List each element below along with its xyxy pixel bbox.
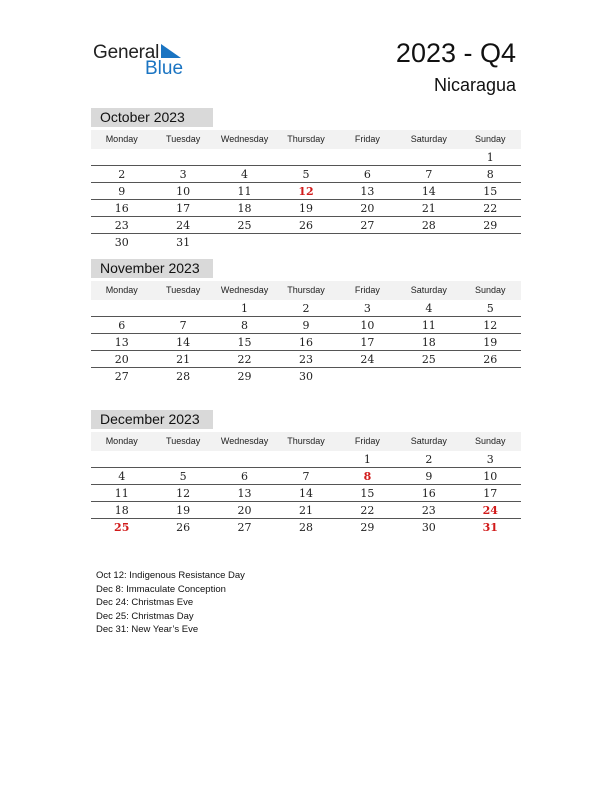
- day-cell: 5: [486, 302, 494, 315]
- day-cell: 24: [482, 504, 498, 517]
- day-cell: 2: [118, 168, 126, 181]
- day-cell: 19: [483, 336, 498, 349]
- day-cell: 20: [360, 202, 375, 215]
- empty-day-cell: [152, 300, 213, 316]
- empty-day-cell: [91, 451, 152, 467]
- day-cell: 24: [176, 219, 191, 232]
- holiday-note: Oct 12: Indigenous Resistance Day: [96, 570, 245, 581]
- weekday-header: Saturday: [410, 436, 447, 446]
- day-cell: 8: [486, 168, 494, 181]
- day-cell: 13: [237, 487, 252, 500]
- day-cell: 26: [298, 219, 313, 232]
- month-december: [91, 410, 521, 535]
- day-cell: 3: [179, 168, 187, 181]
- empty-day-cell: [275, 451, 336, 467]
- week-row: [91, 217, 521, 234]
- weekday-header: Monday: [105, 436, 138, 446]
- weekday-header: Wednesday: [220, 285, 269, 295]
- day-cell: 1: [486, 151, 494, 164]
- day-cell: 18: [237, 202, 252, 215]
- day-cell: 7: [302, 470, 310, 483]
- month-title: October 2023: [91, 108, 213, 127]
- day-cell: 3: [363, 302, 371, 315]
- weekday-header: Wednesday: [220, 134, 269, 144]
- holiday-note: Dec 24: Christmas Eve: [96, 597, 194, 608]
- day-cell: 22: [483, 202, 498, 215]
- day-cell: 15: [483, 185, 498, 198]
- day-cell: 18: [421, 336, 436, 349]
- empty-day-cell: [275, 234, 336, 250]
- day-cell: 28: [176, 370, 191, 383]
- day-cell: 22: [360, 504, 375, 517]
- empty-day-cell: [275, 149, 336, 165]
- day-cell: 11: [237, 185, 252, 198]
- week-row: [91, 300, 521, 317]
- day-cell: 21: [176, 353, 191, 366]
- weekday-header: Sunday: [474, 436, 506, 446]
- empty-day-cell: [214, 234, 275, 250]
- day-cell: 8: [241, 319, 249, 332]
- day-cell: 6: [363, 168, 371, 181]
- day-cell: 4: [425, 302, 433, 315]
- day-cell: 1: [363, 453, 371, 466]
- day-cell: 26: [483, 353, 498, 366]
- empty-day-cell: [91, 149, 152, 165]
- logo-text-general: General: [93, 42, 160, 63]
- day-cell: 4: [118, 470, 126, 483]
- day-cell: 17: [176, 202, 191, 215]
- week-row: [91, 368, 521, 384]
- day-cell: 11: [421, 319, 436, 332]
- day-cell: 13: [360, 185, 375, 198]
- day-cell: 2: [425, 453, 433, 466]
- day-cell: 20: [114, 353, 129, 366]
- day-cell: 23: [421, 504, 436, 517]
- day-cell: 15: [237, 336, 252, 349]
- empty-day-cell: [398, 149, 459, 165]
- day-cell: 27: [360, 219, 375, 232]
- day-cell: 17: [483, 487, 498, 500]
- empty-day-cell: [214, 149, 275, 165]
- weekday-header-row: [91, 432, 521, 451]
- weekday-header-row: [91, 281, 521, 300]
- day-cell: 24: [360, 353, 375, 366]
- day-cell: 6: [118, 319, 126, 332]
- day-cell: 26: [176, 521, 191, 534]
- day-cell: 15: [360, 487, 375, 500]
- weekday-header: Thursday: [287, 134, 325, 144]
- week-row: [91, 334, 521, 351]
- day-cell: 9: [302, 319, 310, 332]
- day-cell: 7: [179, 319, 187, 332]
- weekday-header: Monday: [105, 134, 138, 144]
- weekday-header: Sunday: [474, 285, 506, 295]
- week-row: [91, 234, 521, 250]
- day-cell: 31: [482, 521, 498, 534]
- day-cell: 14: [421, 185, 436, 198]
- day-cell: 12: [298, 185, 314, 198]
- logo-text-blue: Blue: [145, 58, 184, 79]
- day-cell: 7: [425, 168, 433, 181]
- weekday-header: Friday: [354, 436, 380, 446]
- day-cell: 29: [360, 521, 375, 534]
- day-cell: 23: [114, 219, 129, 232]
- month-title: December 2023: [91, 410, 213, 429]
- month-title: November 2023: [91, 259, 213, 278]
- holiday-note: Dec 31: New Year’s Eve: [96, 624, 199, 635]
- day-cell: 10: [483, 470, 498, 483]
- day-cell: 13: [114, 336, 129, 349]
- empty-day-cell: [398, 368, 459, 384]
- weekday-header: Tuesday: [166, 134, 201, 144]
- day-cell: 25: [421, 353, 436, 366]
- weekday-header: Thursday: [287, 436, 325, 446]
- day-cell: 23: [298, 353, 313, 366]
- week-row: [91, 485, 521, 502]
- day-cell: 2: [302, 302, 310, 315]
- week-row: [91, 149, 521, 166]
- day-cell: 30: [114, 236, 129, 249]
- empty-day-cell: [337, 234, 398, 250]
- day-cell: 9: [118, 185, 126, 198]
- empty-day-cell: [337, 368, 398, 384]
- weekday-header: Tuesday: [166, 285, 201, 295]
- month-october: [91, 108, 521, 250]
- brand-logo: [93, 40, 193, 80]
- week-row: [91, 351, 521, 368]
- day-cell: 16: [298, 336, 313, 349]
- day-cell: 29: [483, 219, 498, 232]
- holiday-note: Dec 25: Christmas Day: [96, 610, 194, 622]
- week-row: [91, 200, 521, 217]
- week-row: [91, 468, 521, 485]
- weekday-header: Saturday: [410, 285, 447, 295]
- day-cell: 16: [114, 202, 129, 215]
- weekday-header: Friday: [354, 285, 380, 295]
- day-cell: 14: [176, 336, 191, 349]
- day-cell: 19: [176, 504, 191, 517]
- weekday-header: Wednesday: [220, 436, 269, 446]
- week-row: [91, 317, 521, 334]
- day-cell: 12: [176, 487, 191, 500]
- empty-day-cell: [152, 149, 213, 165]
- day-cell: 1: [241, 302, 249, 315]
- week-row: [91, 183, 521, 200]
- week-row: [91, 519, 521, 535]
- day-cell: 11: [114, 487, 129, 500]
- day-cell: 28: [298, 521, 313, 534]
- weekday-header: Friday: [354, 134, 380, 144]
- day-cell: 18: [114, 504, 129, 517]
- day-cell: 9: [425, 470, 433, 483]
- empty-day-cell: [214, 451, 275, 467]
- day-cell: 16: [421, 487, 436, 500]
- quarter-title: 2023 - Q4: [395, 38, 516, 68]
- empty-day-cell: [152, 451, 213, 467]
- day-cell: 3: [486, 453, 494, 466]
- day-cell: 21: [421, 202, 436, 215]
- day-cell: 10: [176, 185, 191, 198]
- day-cell: 29: [237, 370, 252, 383]
- day-cell: 4: [241, 168, 249, 181]
- day-cell: 30: [421, 521, 436, 534]
- day-cell: 5: [179, 470, 187, 483]
- day-cell: 25: [237, 219, 252, 232]
- day-cell: 27: [114, 370, 129, 383]
- weekday-header-row: [91, 130, 521, 149]
- day-cell: 10: [360, 319, 375, 332]
- day-cell: 5: [302, 168, 310, 181]
- week-row: [91, 451, 521, 468]
- empty-day-cell: [398, 234, 459, 250]
- day-cell: 22: [237, 353, 252, 366]
- empty-day-cell: [91, 300, 152, 316]
- weekday-header: Thursday: [287, 285, 325, 295]
- day-cell: 27: [237, 521, 252, 534]
- day-cell: 12: [483, 319, 498, 332]
- day-cell: 8: [363, 470, 372, 483]
- weekday-header: Monday: [105, 285, 138, 295]
- holiday-note: Dec 8: Immaculate Conception: [96, 583, 226, 595]
- holiday-notes: [96, 569, 245, 637]
- day-cell: 25: [114, 521, 130, 534]
- day-cell: 30: [298, 370, 313, 383]
- day-cell: 21: [298, 504, 313, 517]
- weekday-header: Tuesday: [166, 436, 201, 446]
- day-cell: 19: [298, 202, 313, 215]
- day-cell: 28: [421, 219, 436, 232]
- day-cell: 20: [237, 504, 252, 517]
- empty-day-cell: [460, 368, 521, 384]
- weekday-header: Saturday: [410, 134, 447, 144]
- week-row: [91, 166, 521, 183]
- day-cell: 6: [241, 470, 249, 483]
- country-name: Nicaragua: [433, 75, 516, 95]
- month-november: [91, 259, 521, 384]
- weekday-header: Sunday: [474, 134, 506, 144]
- empty-day-cell: [460, 234, 521, 250]
- day-cell: 17: [360, 336, 375, 349]
- day-cell: 31: [176, 236, 191, 249]
- week-row: [91, 502, 521, 519]
- empty-day-cell: [337, 149, 398, 165]
- day-cell: 14: [298, 487, 313, 500]
